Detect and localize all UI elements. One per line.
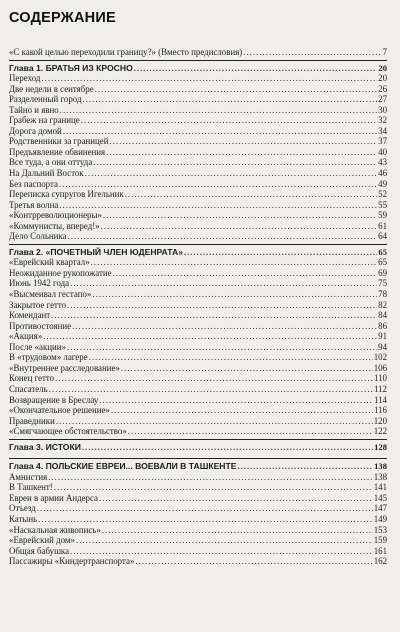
toc-entry[interactable] (9, 210, 387, 221)
toc-entry-title: Третья волна (9, 199, 59, 210)
leader-dots (93, 157, 377, 168)
toc-entry-title: Пассажиры «Киндертранспорта» (9, 556, 135, 567)
toc-entry-page: 52 (378, 189, 387, 200)
toc-entry[interactable] (9, 363, 387, 374)
leader-dots (82, 442, 373, 453)
chapter-divider (9, 439, 387, 440)
leader-dots (128, 426, 373, 437)
toc-entry[interactable] (9, 405, 387, 416)
leader-dots (70, 546, 373, 557)
toc-entry-page: 110 (374, 373, 387, 384)
toc-entry-page: 69 (378, 267, 387, 278)
leader-dots (102, 525, 373, 536)
toc-entry-title: «Внутреннее расследование» (9, 362, 120, 373)
toc-entry[interactable] (9, 395, 387, 406)
toc-entry-title: Возвращение в Бреслау (9, 394, 99, 405)
toc-entry[interactable] (9, 514, 387, 525)
toc-entry-title: Две недели в сентябре (9, 83, 94, 94)
toc-entry-title: Неожиданное рукопожатие (9, 267, 112, 278)
leader-dots (37, 503, 373, 514)
toc-entry-page: 106 (373, 362, 387, 373)
leader-dots (125, 189, 377, 200)
toc-entry[interactable] (9, 200, 387, 211)
toc-entry-page: 61 (378, 220, 387, 231)
toc-entry-page: 116 (374, 405, 387, 416)
leader-dots (121, 363, 373, 374)
toc-entry-page: 162 (373, 556, 387, 567)
toc-entry-title: «Акция» (9, 331, 43, 342)
toc-entry-title: Без паспорта (9, 178, 58, 189)
toc-entry-title: «Еврейский квартал» (9, 257, 90, 268)
chapter-divider (9, 60, 387, 61)
leader-dots (41, 73, 377, 84)
chapter-page: 128 (374, 441, 387, 452)
toc-entry[interactable] (9, 231, 387, 242)
toc-entry-title: «Смягчающее обстоятельство» (9, 426, 127, 437)
toc-intro-entry[interactable] (9, 47, 387, 58)
toc-entry-title: «Контрреволюционеры» (9, 210, 102, 221)
toc-entry[interactable] (9, 300, 387, 311)
leader-dots (243, 47, 381, 58)
toc-entry[interactable] (9, 268, 387, 279)
toc-chapter-heading[interactable] (9, 247, 387, 258)
leader-dots (184, 247, 377, 258)
toc-entry[interactable] (9, 179, 387, 190)
toc-entry-page: 122 (373, 426, 387, 437)
toc-entry-page: 102 (373, 352, 387, 363)
leader-dots (48, 472, 373, 483)
leader-dots (134, 63, 378, 74)
toc-entry[interactable] (9, 126, 387, 137)
toc-entry-title: Переход (9, 73, 41, 84)
toc-entry[interactable] (9, 189, 387, 200)
toc-entry-page: 43 (378, 157, 387, 168)
toc-entry[interactable] (9, 503, 387, 514)
toc-entry-title: Переписка супругов Игельник (9, 189, 124, 200)
toc-entry-page: 20 (378, 73, 387, 84)
toc-entry[interactable] (9, 482, 387, 493)
toc-entry-title: «Высмеивал гестапо» (9, 289, 92, 300)
toc-entry-title: После «акции» (9, 341, 66, 352)
chapter-divider (9, 458, 387, 459)
toc-entry[interactable] (9, 342, 387, 353)
toc-entry[interactable] (9, 535, 387, 546)
toc-entry-page: 46 (378, 168, 387, 179)
leader-dots (85, 168, 378, 179)
toc-entry-title: Праведники (9, 415, 55, 426)
leader-dots (91, 257, 377, 268)
toc-entry-page: 27 (378, 94, 387, 105)
toc-entry-title: Комендант (9, 310, 51, 321)
leader-dots (54, 482, 373, 493)
toc-entry-page: 159 (373, 535, 387, 546)
leader-dots (101, 221, 378, 232)
chapter-title: Глава 1. БРАТЬЯ ИЗ КРОСНО (9, 62, 133, 73)
toc-entry-page: 34 (378, 125, 387, 136)
toc-entry-title: Грабеж на границе (9, 115, 80, 126)
toc-entry-page: 30 (378, 104, 387, 115)
table-of-contents (9, 47, 387, 567)
toc-entry-page: 37 (378, 136, 387, 147)
toc-entry[interactable] (9, 221, 387, 232)
leader-dots (111, 405, 373, 416)
toc-entry-title: Евреи в армии Андерса (9, 492, 98, 503)
toc-entry-title: Амнистия (9, 471, 48, 482)
toc-entry[interactable] (9, 331, 387, 342)
leader-dots (92, 289, 377, 300)
toc-chapter-heading[interactable] (9, 63, 387, 74)
toc-entry[interactable] (9, 94, 387, 105)
toc-entry-page: 145 (373, 492, 387, 503)
toc-entry[interactable] (9, 105, 387, 116)
toc-entry[interactable] (9, 73, 387, 84)
toc-entry[interactable] (9, 426, 387, 437)
toc-entry-page: 161 (373, 545, 387, 556)
leader-dots (135, 556, 372, 567)
toc-entry-page: 149 (373, 513, 387, 524)
toc-entry[interactable] (9, 168, 387, 179)
toc-entry[interactable] (9, 384, 387, 395)
toc-entry-page: 82 (378, 299, 387, 310)
leader-dots (51, 310, 377, 321)
toc-entry[interactable] (9, 115, 387, 126)
toc-entry[interactable] (9, 321, 387, 332)
toc-entry-title: Тайно и явно (9, 104, 59, 115)
chapter-page: 138 (374, 461, 387, 472)
toc-entry[interactable] (9, 257, 387, 268)
toc-entry[interactable] (9, 373, 387, 384)
toc-entry[interactable] (9, 472, 387, 483)
toc-entry-title: Разделенный город (9, 94, 82, 105)
leader-dots (89, 352, 373, 363)
toc-entry-title: Предъявление обвинения (9, 146, 106, 157)
toc-entry-page: 86 (378, 320, 387, 331)
leader-dots (55, 373, 373, 384)
page-title: СОДЕРЖАНИЕ (9, 10, 116, 26)
toc-entry-title: Дорога домой (9, 125, 62, 136)
toc-entry-title: «Еврейский дом» (9, 535, 75, 546)
toc-entry-page: 91 (378, 331, 387, 342)
chapter-page: 65 (378, 246, 387, 257)
toc-entry[interactable] (9, 546, 387, 557)
leader-dots (81, 115, 377, 126)
chapter-title: Глава 3. ИСТОКИ (9, 441, 81, 452)
toc-entry-page: 112 (374, 383, 387, 394)
toc-entry-title: Закрытое гетто (9, 299, 67, 310)
toc-entry-page: 64 (378, 231, 387, 242)
toc-entry-title: На Дальний Восток (9, 168, 84, 179)
toc-entry-title: «Окончательное решение» (9, 405, 110, 416)
leader-dots (106, 147, 377, 158)
toc-entry-page: 78 (378, 289, 387, 300)
toc-entry[interactable] (9, 416, 387, 427)
leader-dots (56, 416, 373, 427)
toc-entry[interactable] (9, 493, 387, 504)
toc-entry-page: 84 (378, 310, 387, 321)
leader-dots (113, 268, 378, 279)
toc-entry-title: Отъезд (9, 503, 36, 514)
toc-entry[interactable] (9, 525, 387, 536)
toc-entry-page: 147 (373, 503, 387, 514)
leader-dots (72, 321, 377, 332)
leader-dots (63, 126, 377, 137)
toc-entry-title: Родственники за границей (9, 136, 109, 147)
toc-entry-page: 75 (378, 278, 387, 289)
chapter-title: Глава 2. «ПОЧЕТНЫЙ ЧЛЕН ЮДЕНРАТА» (9, 246, 183, 257)
toc-entry-page: 55 (378, 199, 387, 210)
chapter-title: Глава 4. ПОЛЬСКИЕ ЕВРЕИ... ВОЕВАЛИ В ТАШКЕНТЕ (9, 461, 237, 472)
toc-entry-title: В Ташкент! (9, 482, 53, 493)
leader-dots (99, 395, 373, 406)
chapter-page: 20 (378, 62, 387, 73)
leader-dots (103, 210, 377, 221)
leader-dots (76, 535, 373, 546)
toc-entry-page: 114 (374, 394, 387, 405)
toc-entry-page: 153 (373, 524, 387, 535)
chapter-spacer (9, 452, 387, 456)
leader-dots (238, 461, 374, 472)
toc-entry-page: 120 (373, 415, 387, 426)
toc-entry[interactable] (9, 157, 387, 168)
leader-dots (67, 342, 377, 353)
toc-entry[interactable] (9, 310, 387, 321)
toc-entry-page: 49 (378, 178, 387, 189)
toc-entry[interactable] (9, 84, 387, 95)
leader-dots (99, 493, 373, 504)
toc-entry[interactable] (9, 352, 387, 363)
leader-dots (43, 331, 377, 342)
leader-dots (70, 278, 377, 289)
toc-entry-title: Дело Сольника (9, 231, 67, 242)
leader-dots (95, 84, 377, 95)
toc-entry-title: Все туда, а они оттуда (9, 157, 93, 168)
toc-entry[interactable] (9, 147, 387, 158)
leader-dots (82, 94, 377, 105)
leader-dots (59, 179, 377, 190)
toc-entry-page: 40 (378, 146, 387, 157)
toc-entry-title: «Коммунисты, вперед!» (9, 220, 100, 231)
toc-entry[interactable] (9, 289, 387, 300)
toc-entry[interactable] (9, 278, 387, 289)
toc-entry-title: Противостояние (9, 320, 72, 331)
toc-entry[interactable] (9, 136, 387, 147)
toc-entry-page: 65 (378, 257, 387, 268)
toc-entry-title: Катынь (9, 513, 38, 524)
toc-entry-page: 7 (382, 47, 387, 57)
toc-entry-title: «Наскальная живопись» (9, 524, 101, 535)
toc-chapter-heading[interactable] (9, 461, 387, 472)
leader-dots (68, 231, 378, 242)
toc-entry-title: Спасатель (9, 383, 48, 394)
leader-dots (59, 200, 377, 211)
chapter-divider (9, 244, 387, 245)
toc-entry-title: Общая бабушка (9, 545, 70, 556)
leader-dots (60, 105, 377, 116)
leader-dots (49, 384, 373, 395)
leader-dots (67, 300, 377, 311)
toc-chapter-heading[interactable] (9, 442, 387, 453)
toc-entry-title: В «трудовом» лагере (9, 352, 88, 363)
toc-entry-page: 26 (378, 83, 387, 94)
toc-entry-page: 59 (378, 210, 387, 221)
toc-entry-page: 32 (378, 115, 387, 126)
toc-entry[interactable] (9, 556, 387, 567)
leader-dots (38, 514, 373, 525)
toc-entry-title: Конец гетто (9, 373, 55, 384)
toc-entry-title: «С какой целью переходили границу?» (Вместо предисловия) (9, 47, 243, 57)
toc-entry-page: 94 (378, 341, 387, 352)
toc-entry-page: 138 (373, 471, 387, 482)
toc-entry-page: 141 (373, 482, 387, 493)
toc-entry-title: Июнь 1942 года (9, 278, 70, 289)
leader-dots (109, 136, 377, 147)
